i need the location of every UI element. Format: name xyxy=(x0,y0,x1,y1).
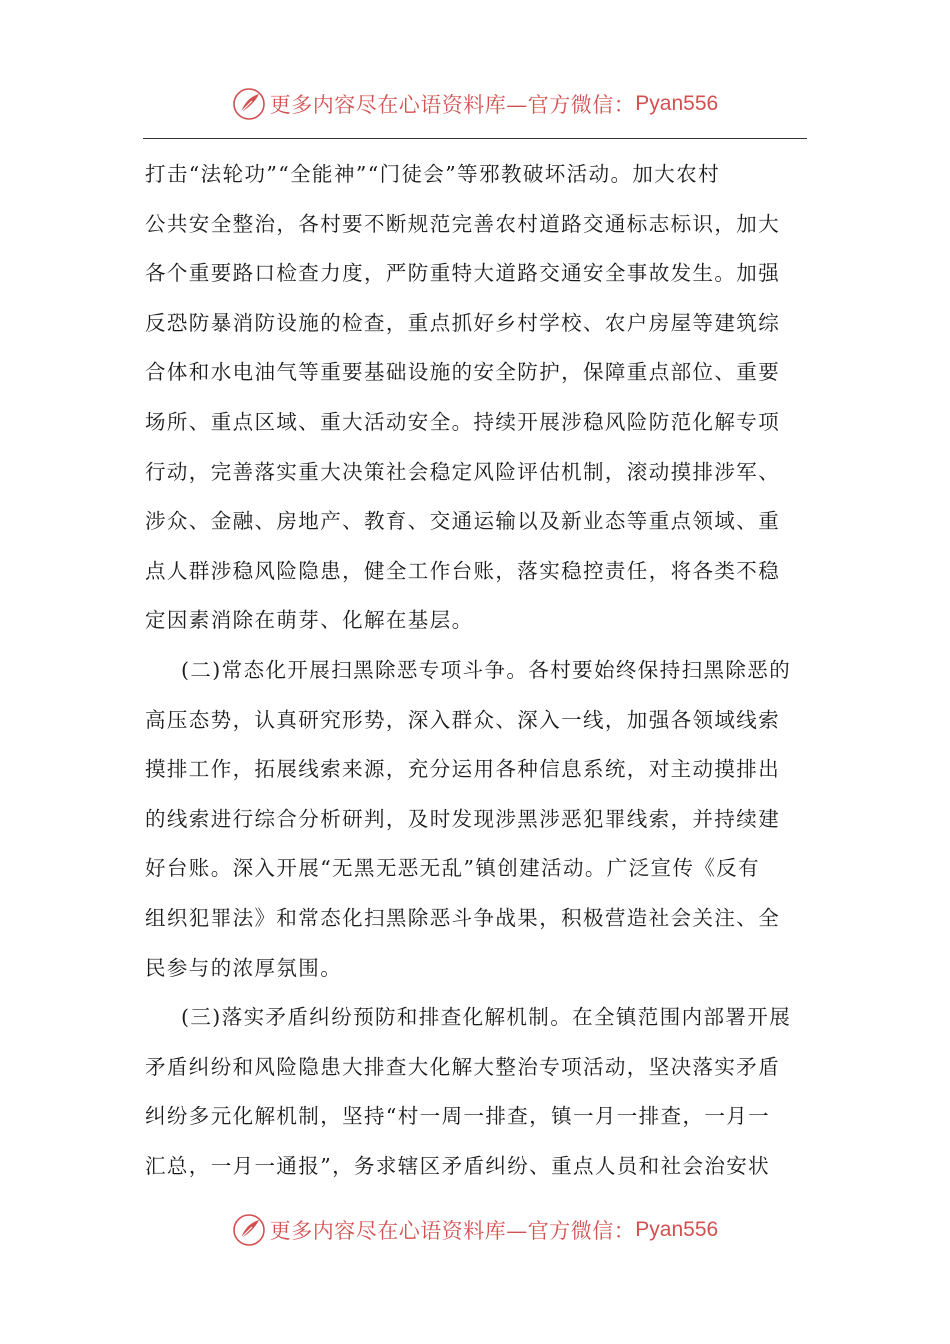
text-line: 涉众、金融、房地产、教育、交通运输以及新业态等重点领域、重 xyxy=(145,509,781,534)
text-line: 反恐防暴消防设施的检查，重点抓好乡村学校、农户房屋等建筑综 xyxy=(145,310,781,335)
header-banner xyxy=(0,84,950,124)
feather-pen-logo-icon xyxy=(232,87,266,121)
footer-banner xyxy=(0,1210,950,1250)
document-body xyxy=(145,150,805,1191)
text-line: 行动，完善落实重大决策社会稳定风险评估机制，滚动摸排涉军、 xyxy=(145,459,781,484)
text-line: 高压态势，认真研究形势，深入群众、深入一线，加强各领域线索 xyxy=(145,707,781,732)
section-heading-line: (三)落实矛盾纠纷预防和排查化解机制。在全镇范围内部署开展 xyxy=(181,1005,792,1030)
section-heading-line: (二)常态化开展扫黑除恶专项斗争。各村要始终保持扫黑除恶的 xyxy=(181,657,792,682)
wechat-id: Pyan556 xyxy=(635,92,719,115)
text-line: 合体和水电油气等重要基础设施的安全防护，保障重点部位、重要 xyxy=(145,360,781,385)
text-line: 矛盾纠纷和风险隐患大排查大化解大整治专项活动，坚决落实矛盾 xyxy=(145,1054,781,1079)
text-line: 的线索进行综合分析研判，及时发现涉黑涉恶犯罪线索，并持续建 xyxy=(145,806,781,831)
text-line: 纠纷多元化解机制，坚持“村一周一排查，镇一月一排查，一月一 xyxy=(145,1104,771,1129)
text-line: 公共安全整治，各村要不断规范完善农村道路交通标志标识，加大 xyxy=(145,211,781,236)
banner-text: 更多内容尽在心语资料库—官方微信： xyxy=(269,93,636,117)
text-line: 民参与的浓厚氛围。 xyxy=(145,955,343,980)
text-line: 各个重要路口检查力度，严防重特大道路交通安全事故发生。加强 xyxy=(145,261,781,286)
text-line: 打击“法轮功”“全能神”“门徒会”等邪教破坏活动。加大农村 xyxy=(145,162,720,186)
text-line: 组织犯罪法》和常态化扫黑除恶斗争战果，积极营造社会关注、全 xyxy=(145,905,781,930)
header-divider xyxy=(143,138,807,139)
text-line: 点人群涉稳风险隐患，健全工作台账，落实稳控责任，将各类不稳 xyxy=(145,558,781,583)
text-line: 汇总，一月一通报”，务求辖区矛盾纠纷、重点人员和社会治安状 xyxy=(145,1153,771,1178)
feather-pen-logo-icon xyxy=(232,1213,266,1247)
wechat-id: Pyan556 xyxy=(635,1218,719,1241)
text-line: 摸排工作，拓展线索来源，充分运用各种信息系统，对主动摸排出 xyxy=(145,757,781,782)
text-line: 定因素消除在萌芽、化解在基层。 xyxy=(145,608,474,633)
banner-text: 更多内容尽在心语资料库—官方微信： xyxy=(269,1219,636,1243)
text-line: 好台账。深入开展“无黑无恶无乱”镇创建活动。广泛宣传《反有 xyxy=(145,856,761,881)
text-line: 场所、重点区域、重大活动安全。持续开展涉稳风险防范化解专项 xyxy=(145,409,781,434)
